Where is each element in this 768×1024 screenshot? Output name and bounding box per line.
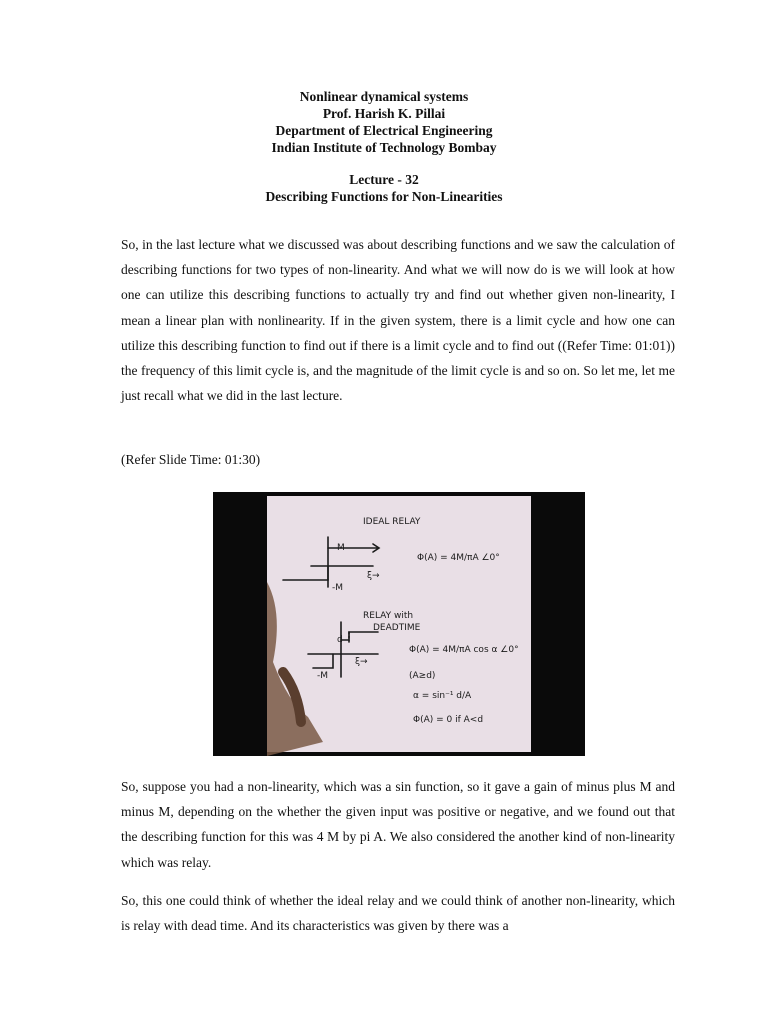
- neg-m-label-2: -M: [317, 671, 329, 681]
- phi-zero-formula: Φ(A) = 0 if A<d: [413, 715, 484, 725]
- institute-name: Indian Institute of Technology Bombay: [271, 140, 497, 155]
- ideal-relay-label: IDEAL RELAY: [363, 517, 421, 527]
- paragraph-intro: So, in the last lecture what we discussed was about describing functions and we saw the calculation of describing functions for two types of non-linearity. And what we will now do is we will look at how one can utilize this describing functions to actually try and find out whether given non-linearity, I mean a linear plan with nonlinearity. If in the given system, there is a limit cycle and how one can utilize this describing function to find out if there is a limit cycle and to find out ((Refer Time: 01:01)) the frequency of this limit cycle is, and the magnitude of the limit cycle is and so on. So let me, let me just recall what we did in the last lecture.: [121, 237, 675, 404]
- deadtime-label: DEADTIME: [373, 623, 421, 633]
- department-name: Department of Electrical Engineering: [275, 123, 493, 138]
- whiteboard-drawing: [213, 492, 585, 756]
- lecture-number: Lecture - 32: [349, 172, 419, 187]
- e-arrow-label: ξ→: [367, 571, 380, 581]
- paragraph-relay: So, this one could think of whether the ideal relay and we could think of another non-linearity, which is relay with dead time. And its characteristics was given by there was a: [121, 893, 675, 934]
- amplitude-condition: (A≥d): [409, 671, 436, 681]
- presenter-hand: [267, 582, 323, 756]
- slide-image: [213, 492, 585, 756]
- relay-with-label: RELAY with: [363, 611, 414, 621]
- phi-deadtime-formula: Φ(A) = 4M/πA cos α ∠0°: [409, 645, 519, 655]
- m-label: M: [337, 543, 345, 553]
- author-name: Prof. Harish K. Pillai: [322, 106, 446, 121]
- document-header: [0, 88, 768, 205]
- lecture-topic: Describing Functions for Non-Linearities: [265, 189, 503, 204]
- ideal-relay-sketch: [283, 537, 379, 587]
- deadzone-d-label: d: [337, 635, 343, 645]
- deadtime-relay-sketch: [308, 622, 378, 677]
- neg-m-label: -M: [332, 583, 344, 593]
- slide-reference: (Refer Slide Time: 01:30): [121, 452, 261, 467]
- phi-ideal-formula: Φ(A) = 4M/πA ∠0°: [417, 553, 500, 563]
- e-arrow-label-2: ξ→: [355, 657, 368, 667]
- course-title: Nonlinear dynamical systems: [299, 89, 469, 104]
- paragraph-sin-function: So, suppose you had a non-linearity, which was a sin function, so it gave a gain of minus plus M and minus M, depending on the whether the given input was positive or negative, and we found out that the describing function for this was 4 M by pi A. We also considered the another kind of non-linearity which was relay.: [121, 779, 675, 870]
- alpha-formula: α = sin⁻¹ d/A: [413, 691, 472, 701]
